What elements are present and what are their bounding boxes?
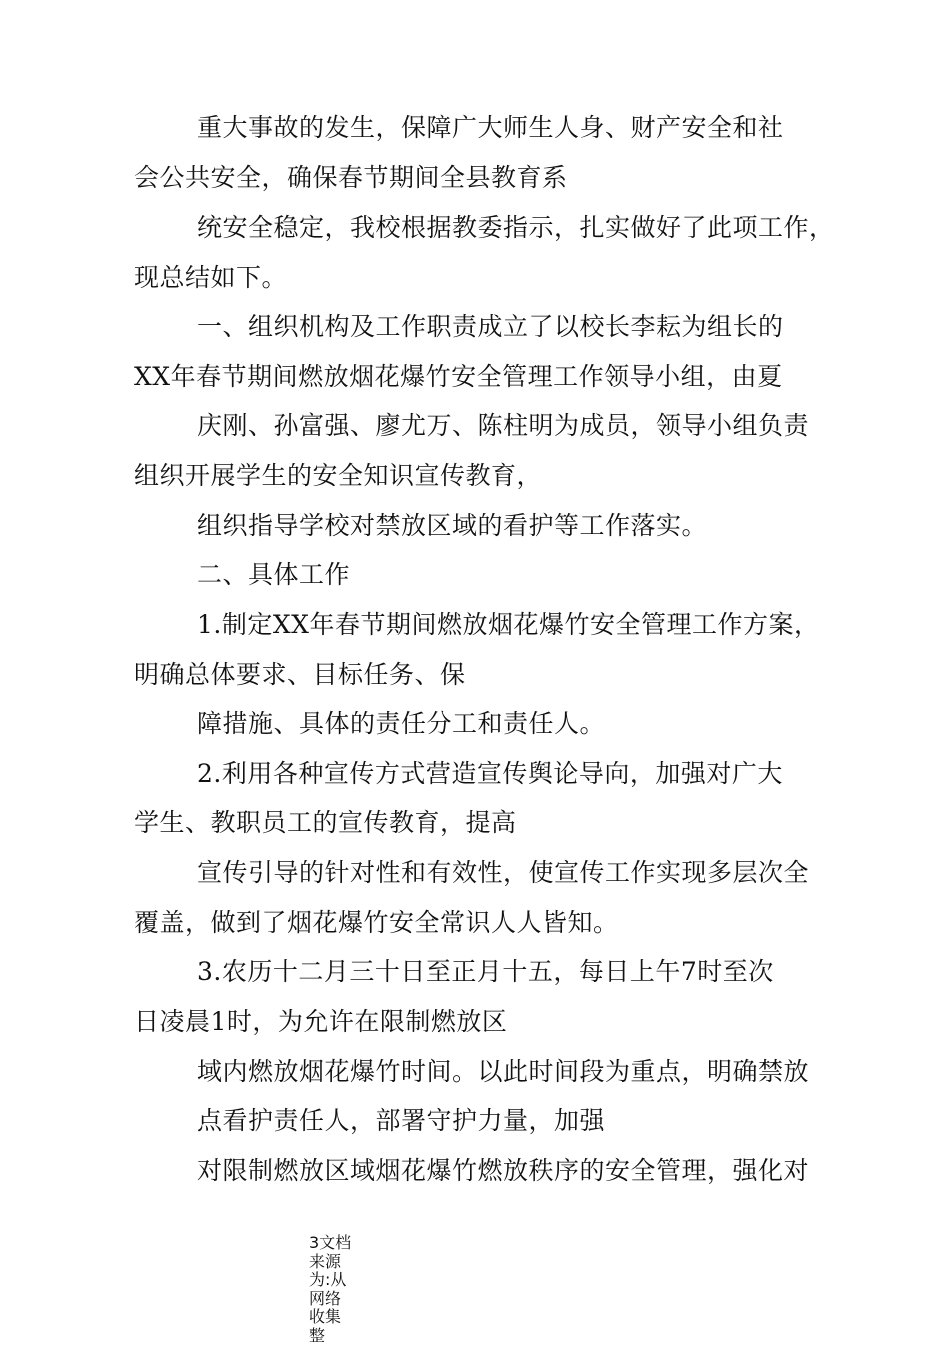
text-line-11: 1.制定XX年春节期间燃放烟花爆竹安全管理工作方案， [197,610,820,639]
text-line-3: 统安全稳定，我校根据教委指示，扎实做好了此项工作， [197,213,835,242]
text-line-5: 一、组织机构及工作职责成立了以校长李耘为组长的 [197,312,784,341]
text-line-22: 对限制燃放区域烟花爆竹燃放秩序的安全管理，强化对 [197,1156,810,1185]
text-line-6: XX年春节期间燃放烟花爆竹安全管理工作领导小组，由夏 [134,362,783,391]
text-line-7: 庆刚、孙富强、廖尤万、陈柱明为成员，领导小组负责 [197,411,810,440]
text-line-4: 现总结如下。 [134,263,288,292]
text-line-14: 2.利用各种宣传方式营造宣传舆论导向，加强对广大 [197,759,783,788]
text-line-21: 点看护责任人，部署守护力量，加强 [197,1106,606,1135]
text-line-19: 日凌晨1时，为允许在限制燃放区 [134,1007,508,1036]
text-line-18: 3.农历十二月三十日至正月十五，每日上午7时至次 [197,957,774,986]
text-line-9: 组织指导学校对禁放区域的看护等工作落实。 [197,511,708,540]
text-line-15: 学生、教职员工的宣传教育，提高 [134,808,517,837]
text-line-20: 域内燃放烟花爆竹时间。以此时间段为重点，明确禁放 [197,1057,810,1086]
section-heading-2: 二、具体工作 [197,560,351,589]
page-footer-source-note: 3文档来源为:从网络收集整 [309,1233,352,1345]
text-line-8: 组织开展学生的安全知识宣传教育， [134,461,543,490]
text-line-2: 会公共安全，确保春节期间全县教育系 [134,163,568,192]
text-line-17: 覆盖，做到了烟花爆竹安全常识人人皆知。 [134,908,619,937]
text-line-1: 重大事故的发生，保障广大师生人身、财产安全和社 [197,113,784,142]
text-line-16: 宣传引导的针对性和有效性，使宣传工作实现多层次全 [197,858,810,887]
text-line-12: 明确总体要求、目标任务、保 [134,660,466,689]
text-line-13: 障措施、具体的责任分工和责任人。 [197,709,606,738]
